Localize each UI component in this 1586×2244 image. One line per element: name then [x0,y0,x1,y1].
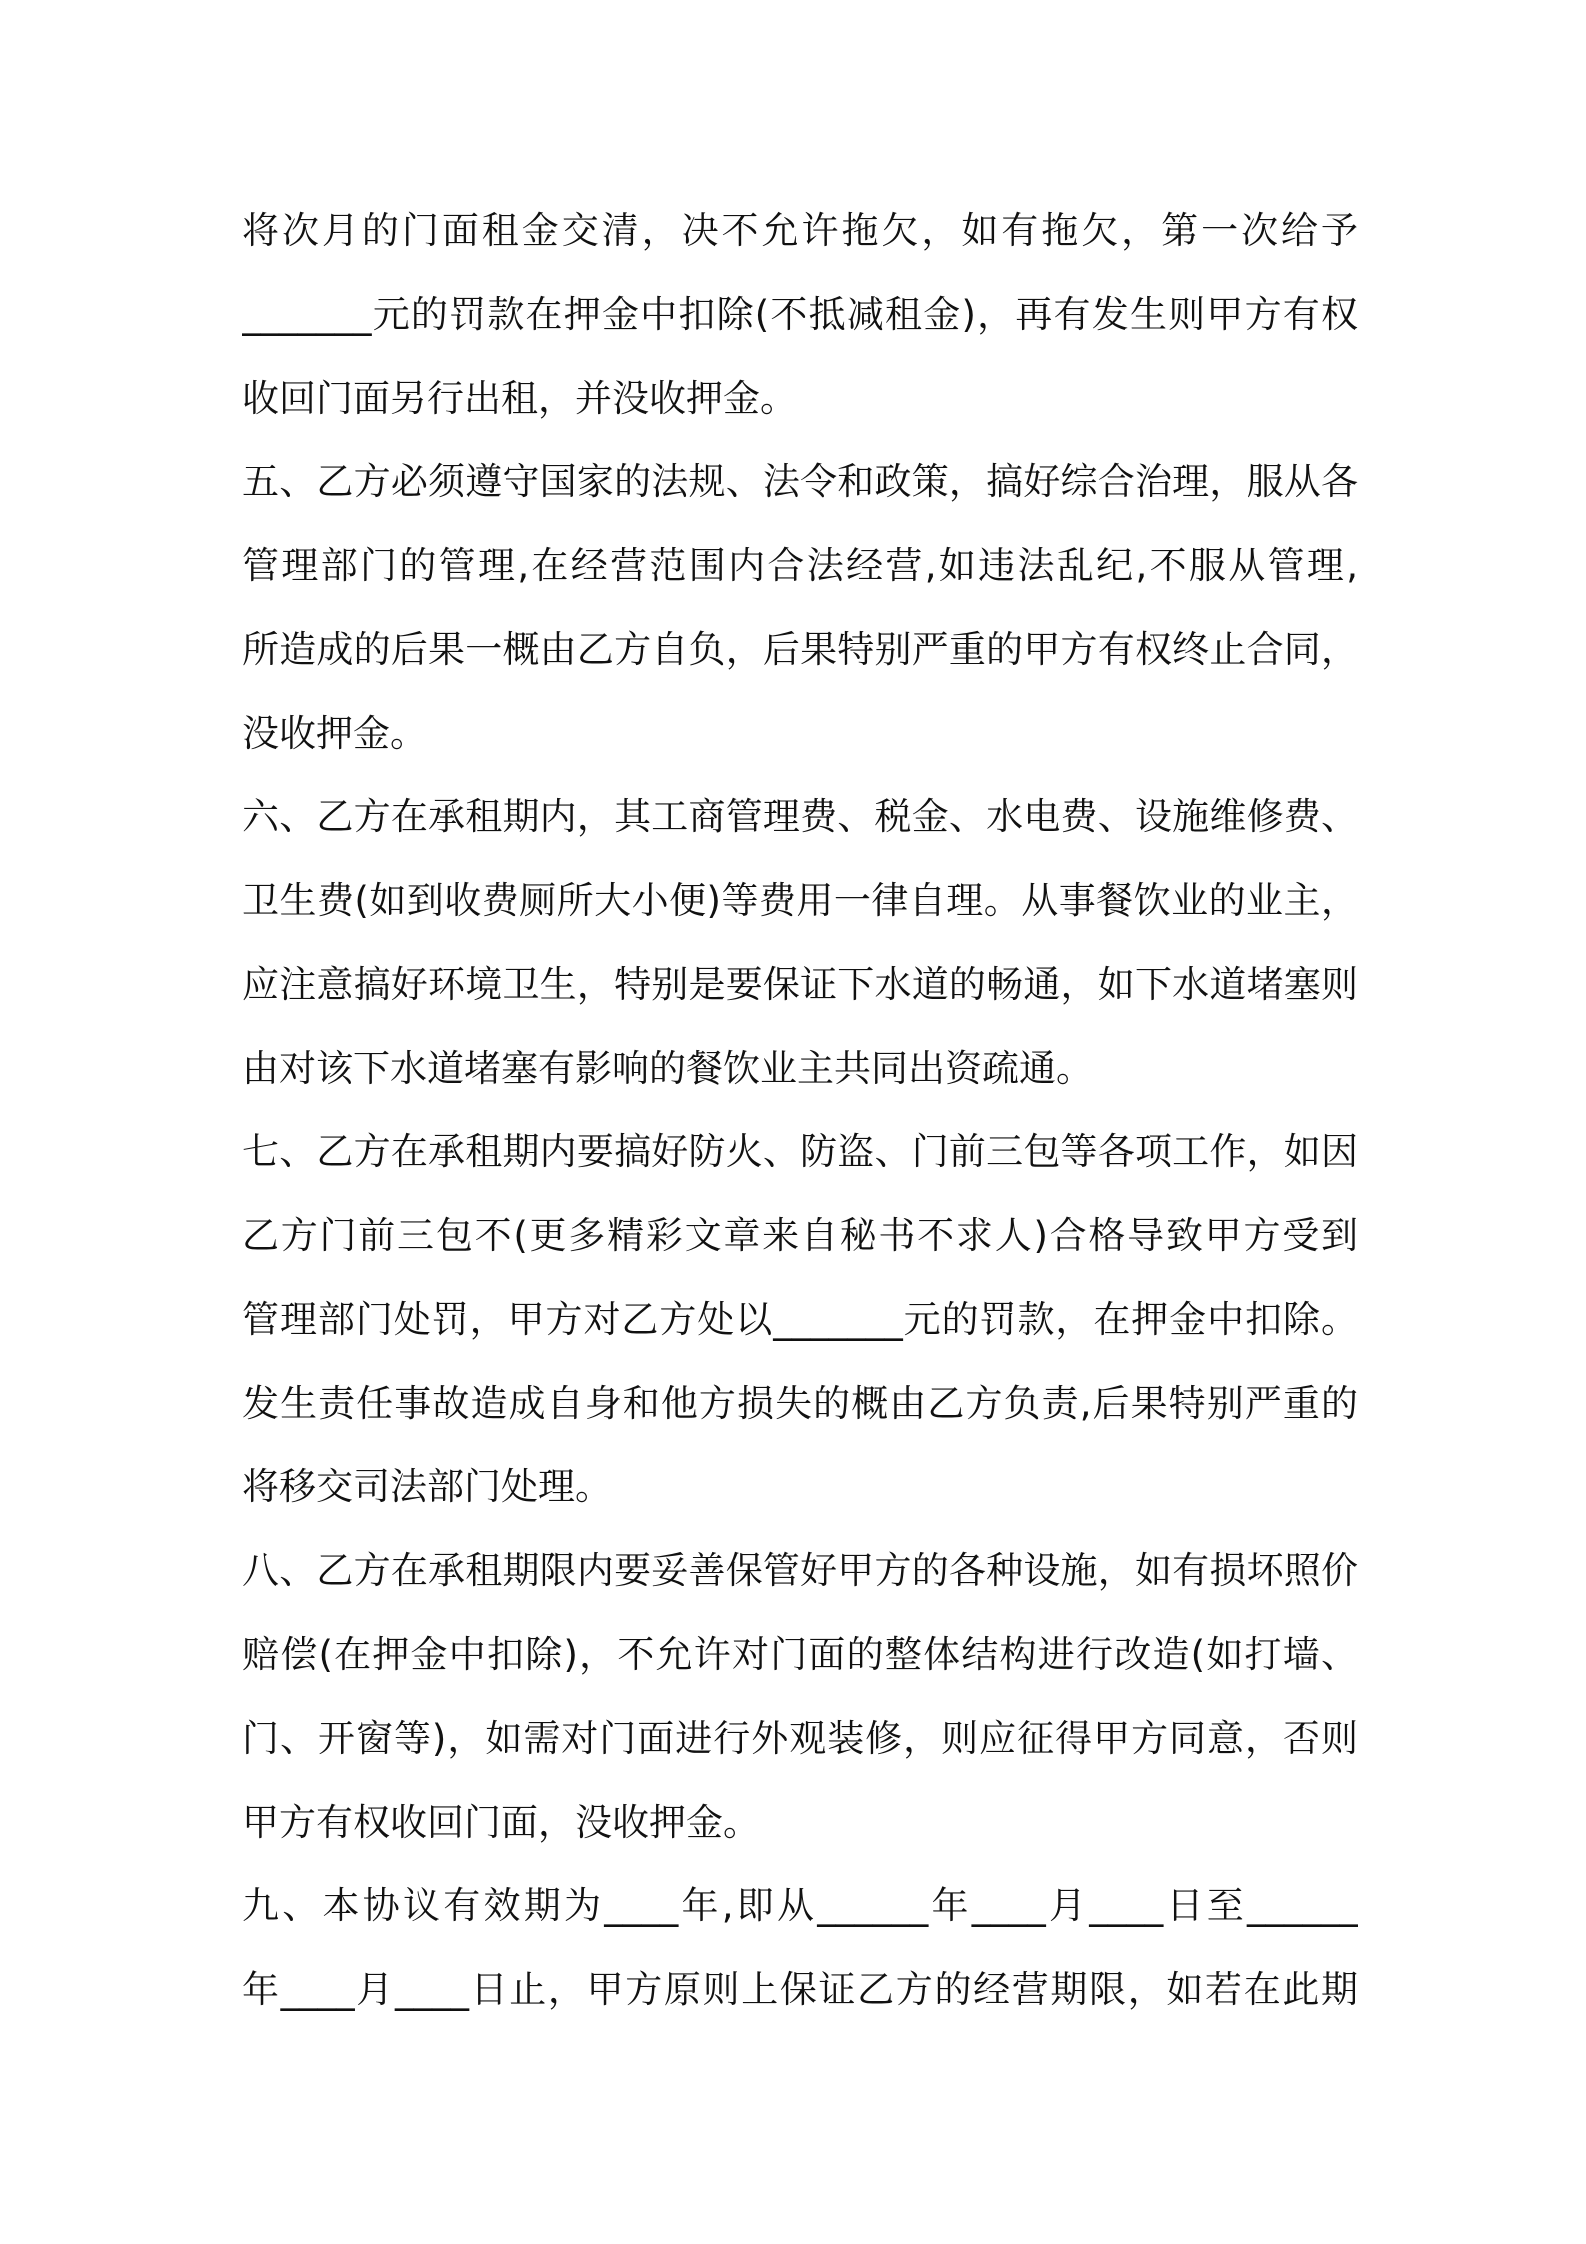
text-line: 乙方门前三包不(更多精彩文章来自秘书不求人)合格导致甲方受到 [242,1214,1358,1258]
text-line: _______元的罚款在押金中扣除(不抵减租金)，再有发生则甲方有权 [242,292,1358,336]
text-line: 六、乙方在承租期内，其工商管理费、税金、水电费、设施维修费、 [242,795,1358,839]
text-line: 收回门面另行出租，并没收押金。 [242,376,797,420]
text-line: 卫生费(如到收费厕所大小便)等费用一律自理。从事餐饮业的业主， [242,879,1358,923]
text-line: 赔偿(在押金中扣除)，不允许对门面的整体结构进行改造(如打墙、 [242,1633,1358,1677]
text-line: 将次月的门面租金交清，决不允许拖欠，如有拖欠，第一次给予 [242,209,1358,252]
text-line: 七、乙方在承租期内要搞好防火、防盗、门前三包等各项工作，如因 [242,1130,1358,1174]
text-line: 所造成的后果一概由乙方自负，后果特别严重的甲方有权终止合同， [242,627,1358,671]
document-body [242,189,1358,2032]
paragraph-section-4-continued [242,189,1358,440]
text-line: 应注意搞好环境卫生，特别是要保证下水道的畅通，如下水道堵塞则 [242,962,1358,1006]
text-line: 管理部门的管理,在经营范围内合法经营,如违法乱纪,不服从管理, [242,544,1358,588]
text-line: 九、本协议有效期为____年,即从______年____月____日至______ [242,1884,1358,1928]
text-line: 管理部门处罚，甲方对乙方处以_______元的罚款，在押金中扣除。 [242,1297,1358,1341]
text-line: 没收押金。 [242,711,427,755]
text-line: 八、乙方在承租期限内要妥善保管好甲方的各种设施，如有损坏照价 [242,1549,1358,1593]
paragraph-section-6 [242,775,1358,1110]
text-line: 年____月____日止，甲方原则上保证乙方的经营期限，如若在此期 [242,1968,1358,2012]
paragraph-section-9 [242,1864,1358,2032]
text-line: 门、开窗等)，如需对门面进行外观装修，则应征得甲方同意，否则 [242,1716,1358,1760]
paragraph-section-5 [242,440,1358,775]
paragraph-section-8 [242,1529,1358,1864]
text-line: 发生责任事故造成自身和他方损失的概由乙方负责,后果特别严重的 [242,1381,1358,1425]
paragraph-section-7 [242,1110,1358,1529]
text-line: 将移交司法部门处理。 [242,1465,612,1509]
text-line: 五、乙方必须遵守国家的法规、法令和政策，搞好综合治理，服从各 [242,460,1358,504]
text-line: 甲方有权收回门面，没收押金。 [242,1800,760,1844]
text-line: 由对该下水道堵塞有影响的餐饮业主共同出资疏通。 [242,1046,1093,1090]
